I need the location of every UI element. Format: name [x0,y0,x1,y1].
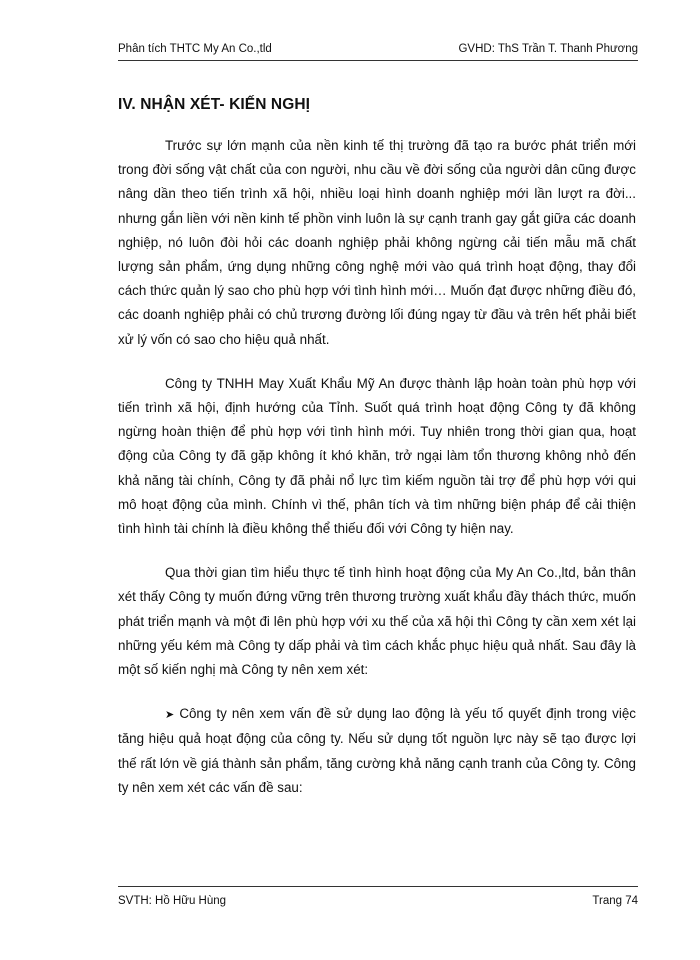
section-title: IV. NHẬN XÉT- KIẾN NGHỊ [118,96,311,113]
paragraph-market-context: Trước sự lớn mạnh của nền kinh tế thị trường đã tạo ra bước phát triển mới trong đời sống vật chất của con người, nhu cầu về đời sống của người dân cũng được nâng dần theo tiến trình xã hội, nhiều loại hình doanh nghiệp mới lần lượt ra đời... nhưng gắn liền với nền kinh tế phồn vinh luôn là sự cạnh tranh gay gắt giữa các doanh nghiệp, nó luôn đòi hỏi các doanh nghiệp phải không ngừng cải tiến mẫu mã chất lượng sản phẩm, ứng dụng những công nghệ mới vào quá trình hoạt động, thay đổi cách thức quản lý sao cho phù hợp với tình hình mới… Muốn đạt được những điều đó, các doanh nghiệp phải có chủ trương đường lối đúng ngay từ đầu và trên hết phải biết xử lý vốn có sao cho hiệu quả nhất. [118,138,636,347]
bullet-labor-recommendation [118,702,636,800]
footer-page-number: Trang 74 [592,895,638,907]
header-advisor: GVHD: ThS Trần T. Thanh Phương [458,43,638,55]
paragraph-recommendation-intro: Qua thời gian tìm hiểu thực tế tình hình hoạt động của My An Co.,ltd, bản thân xét thấy Công ty muốn đứng vững trên thương trường xuất khẩu đầy thách thức, muốn phát triển mạnh và một đi lên phù hợp với xu thế của xã hội thì Công ty cần xem xét lại những yếu kém mà Công ty dấp phải và tìm cách khắc phục hiệu quả nhất. Sau đây là một số kiến nghị mà Công ty nên xem xét: [118,565,636,678]
footer-student: SVTH: Hồ Hữu Hùng [118,895,227,907]
header-document-title: Phân tích THTC My An Co.,tld [118,43,272,55]
bullet-text: Công ty nên xem vấn đề sử dụng lao động là yếu tố quyết định trong việc tăng hiệu quả hoạt động của công ty. Nếu sử dụng tốt nguồn lực này sẽ tạo được lợi thế rất lớn về giá thành sản phẩm, tăng cường khả năng cạnh tranh của Công ty. Công ty nên xem xét các vấn đề sau: [118,706,636,795]
page-footer [118,886,638,909]
page-body [118,134,636,820]
paragraph-company-situation: Công ty TNHH May Xuất Khẩu Mỹ An được thành lập hoàn toàn phù hợp với tiến trình xã hội, định hướng của Tỉnh. Suốt quá trình hoạt động Công ty đã không ngừng hoàn thiện để phù hợp với tình hình mới. Tuy nhiên trong thời gian qua, hoạt động của Công ty đã gặp không ít khó khăn, trở ngại làm tổn thương không nhỏ đến khả năng tài chính, Công ty đã phải nổ lực tìm kiếm nguồn tài trợ để phù hợp với qui mô hoạt động của mình. Chính vì thế, phân tích và tìm những biện pháp để cải thiện tình hình tài chính là điều không thể thiếu đối với Công ty hiện nay. [118,375,636,537]
page-header [118,42,638,61]
arrow-bullet-icon: ➤ [165,709,175,722]
